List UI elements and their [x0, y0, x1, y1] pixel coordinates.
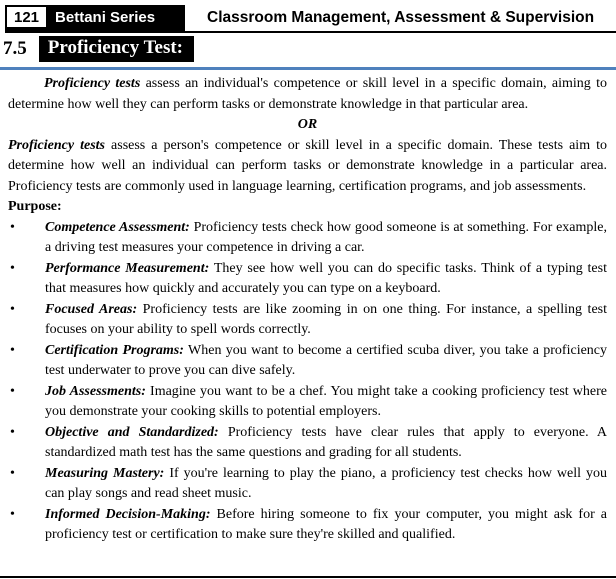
- bullet-lead: Objective and Standardized:: [45, 424, 219, 440]
- bullet-icon: •: [10, 219, 15, 235]
- bullet-lead: Job Assessments:: [45, 383, 146, 399]
- list-item: [8, 382, 607, 423]
- bullet-text: Proficiency tests are like zooming in on one thing. For instance, a spelling test focuses on your ability to spell words correctly.: [45, 301, 607, 337]
- bullet-lead: Focused Areas:: [45, 301, 138, 317]
- bullet-text: Proficiency tests check how good someone is at something. For example, a driving test measures your competence in driving a car.: [45, 219, 607, 255]
- bullet-icon: •: [10, 506, 15, 522]
- page-number: 121: [5, 5, 46, 29]
- bullet-lead: Informed Decision-Making:: [45, 506, 211, 522]
- bullet-icon: •: [10, 260, 15, 276]
- definition-1-lead: Proficiency tests: [44, 76, 141, 91]
- section-heading: [2, 36, 616, 62]
- bullet-lead: Measuring Mastery:: [45, 465, 165, 481]
- bullet-icon: •: [10, 301, 15, 317]
- bullet-text: When you want to become a certified scuba diver, you take a proficiency test underwater to prove you can dive safely.: [45, 342, 608, 378]
- book-title: Classroom Management, Assessment & Supervision: [185, 9, 616, 33]
- bullet-icon: •: [10, 342, 15, 358]
- list-item: [8, 505, 607, 546]
- bullet-icon: •: [10, 465, 15, 481]
- body-content: [0, 70, 616, 546]
- list-item: [8, 423, 607, 464]
- footer-divider: [0, 576, 616, 578]
- section-number: 7.5: [3, 38, 27, 59]
- header-left-group: [5, 5, 185, 33]
- definition-2-text: assess a person's competence or skill level in a specific domain. These tests aim to determine how well an individual can perform tasks or demonstrate knowledge in a particular area. Proficiency tests are commonly used in language learning, certification programs, and job assessments.: [8, 137, 607, 194]
- list-item: [8, 218, 607, 259]
- list-item: [8, 341, 607, 382]
- purpose-heading: Purpose:: [8, 199, 62, 214]
- bullet-text: Proficiency tests have clear rules that apply to everyone. A standardized math test has the same questions and grading for all students.: [45, 424, 608, 460]
- bullet-lead: Performance Measurement:: [45, 260, 210, 276]
- list-item: [8, 259, 607, 300]
- list-item: [8, 464, 607, 505]
- definition-paragraph-1: [8, 74, 607, 115]
- definition-2-lead: Proficiency tests: [8, 137, 105, 153]
- section-title: Proficiency Test:: [39, 36, 194, 62]
- or-divider: OR: [297, 117, 318, 132]
- definition-paragraph-2: [8, 136, 607, 198]
- series-label: Bettani Series: [46, 5, 185, 29]
- bullet-icon: •: [10, 383, 15, 399]
- bullet-lead: Certification Programs:: [45, 342, 184, 358]
- bullet-icon: •: [10, 424, 15, 440]
- definition-1-text: assess an individual's competence or skill level in a specific domain, aiming to determine how well they can perform tasks or demonstrate knowledge in that particular area.: [8, 76, 607, 112]
- bullet-text: They see how well you can do specific tasks. Think of a typing test that measures how quickly and accurately you can type on a keyboard.: [45, 260, 607, 296]
- page-header: [0, 0, 616, 33]
- bullet-text: Before hiring someone to fix your computer, you might ask for a proficiency test or certification to make sure they're skilled and qualified.: [45, 506, 608, 542]
- bullet-text: If you're learning to play the piano, a proficiency test checks how well you can play songs and read sheet music.: [45, 465, 607, 501]
- list-item: [8, 300, 607, 341]
- bullet-text: Imagine you want to be a chef. You might take a cooking proficiency test where you demonstrate your cooking skills to potential employers.: [45, 383, 608, 419]
- bullet-lead: Competence Assessment:: [45, 219, 190, 235]
